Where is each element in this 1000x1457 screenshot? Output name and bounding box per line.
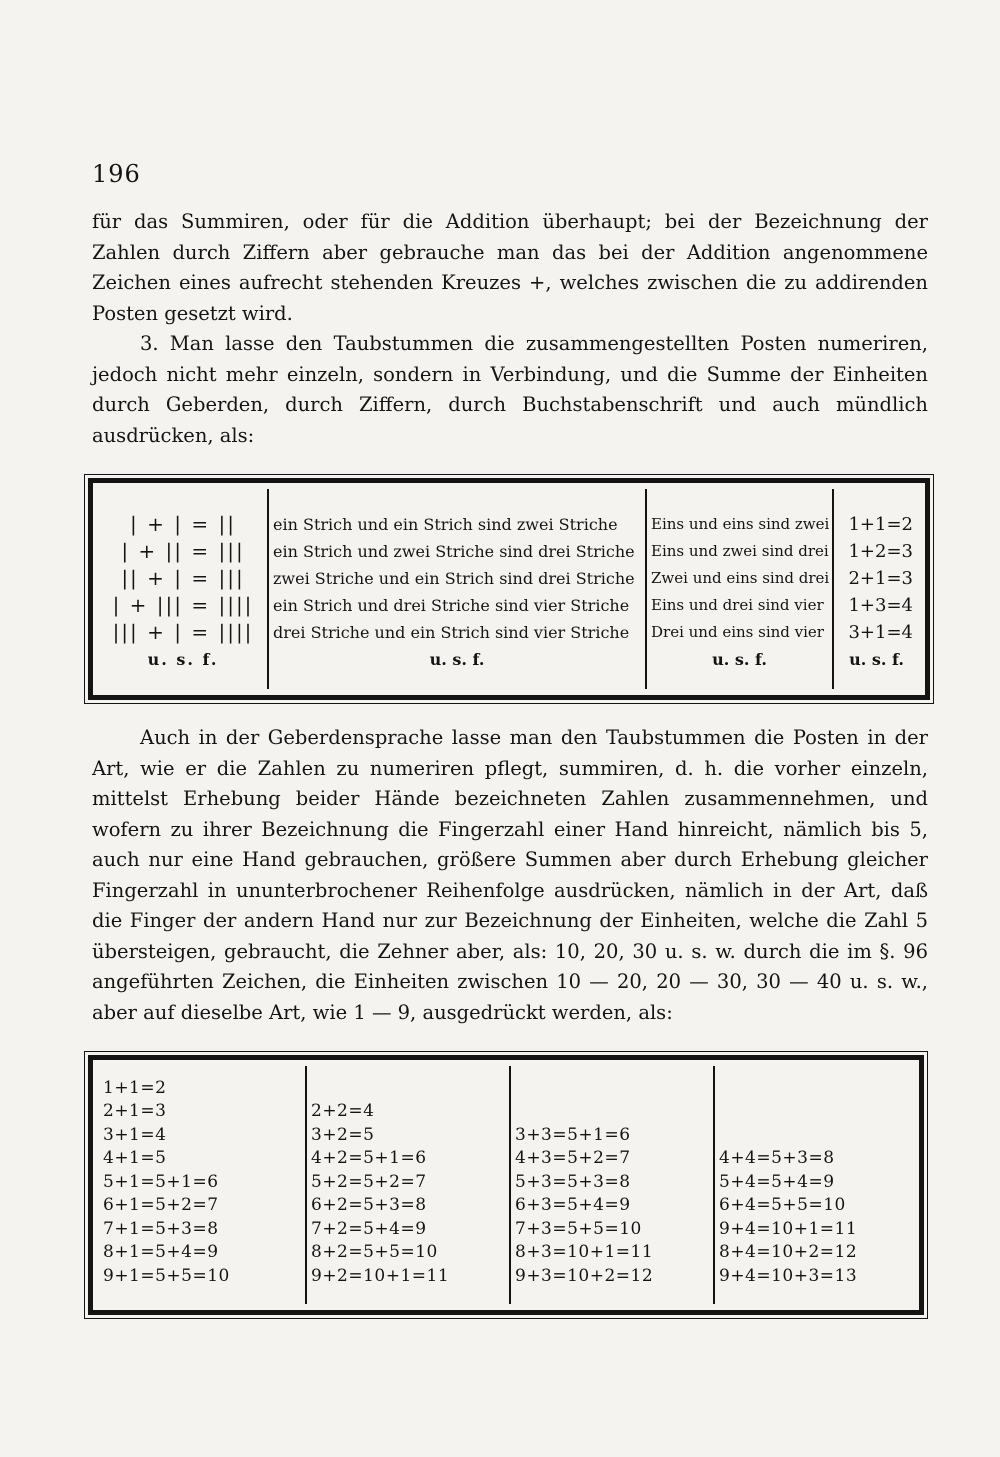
sum-row: 4+4=5+3=8 <box>719 1148 835 1168</box>
words-row: drei Striche und ein Strich sind vier Striche <box>273 623 630 642</box>
spoken-column <box>645 489 832 689</box>
sum-row: 3+1=4 <box>103 1124 167 1145</box>
sum-row: 9+1=5+5=10 <box>103 1265 230 1286</box>
sum-column-4 <box>713 1066 913 1304</box>
spoken-row: Eins und eins sind zwei <box>651 515 830 533</box>
strokes-row: ||| + | = |||| <box>112 620 254 644</box>
strokes-row: | + || = ||| <box>121 539 245 563</box>
numerals-etc: u. s. f. <box>849 650 904 669</box>
sum-row: 7+3=5+5=10 <box>515 1218 642 1239</box>
sum-row: 8+1=5+4=9 <box>103 1242 219 1262</box>
sum-row: 2+2=4 <box>311 1101 375 1121</box>
paragraph-3: Auch in der Geberdensprache lasse man den Taubstummen die Posten in der Art, wie er die Zahlen zu numeriren pflegt, summiren, d. h. die vorher einzeln, mittelst Erhebung beider Hände bezeichneten Zahlen zusammennehmen, und wofern zu ihrer Bezeichnung die Fingerzahl einer Hand hinreicht, nämlich bis 5, auch nur eine Hand gebrauchen, größere Summen aber durch Erhebung gleicher Fingerzahl in ununterbrochener Reihenfolge ausdrücken, nämlich in der Art, daß die Finger der andern Hand nur zur Bezeichnung der Einheiten, welche die Zahl 5 übersteigen, gebraucht, die Zehner aber, als: 10, 20, 30 u. s. w. durch die im §. 96 angeführten Zeichen, die Einheiten zwischen 10 — 20, 20 — 30, 30 — 40 u. s. w., aber auf dieselbe Art, wie 1 — 9, ausgedrückt werden, als: <box>92 726 928 1024</box>
strokes-etc: u. s. f. <box>147 650 219 669</box>
numerals-row: 1+1=2 <box>848 514 913 535</box>
sum-row: 6+4=5+5=10 <box>719 1195 846 1215</box>
addition-table-strokes <box>88 478 930 700</box>
paragraph-1: für das Summiren, oder für die Addition überhaupt; bei der Bezeichnung der Zahlen durch Ziffern aber gebrauche man das bei der Addition angenommene Zeichen eines aufrecht stehenden Kreuzes +, welches zwischen die zu addirenden Posten gesetzt wird. <box>92 210 928 325</box>
sum-row: 5+1=5+1=6 <box>103 1171 219 1192</box>
sum-row: 6+3=5+4=9 <box>515 1195 631 1215</box>
words-column <box>267 489 645 689</box>
numerals-column <box>832 489 919 689</box>
sum-row: 5+4=5+4=9 <box>719 1171 835 1192</box>
spoken-row: Drei und eins sind vier <box>651 623 824 641</box>
sum-row: 6+1=5+2=7 <box>103 1195 219 1215</box>
numerals-row: 1+2=3 <box>848 541 913 562</box>
strokes-column <box>99 489 267 689</box>
sum-row: 9+2=10+1=11 <box>311 1265 450 1286</box>
sum-row: 8+4=10+2=12 <box>719 1242 858 1262</box>
sum-row: 2+1=3 <box>103 1101 167 1121</box>
spoken-row: Eins und drei sind vier <box>651 596 824 614</box>
sum-row: 3+2=5 <box>311 1124 375 1145</box>
sum-row: 9+4=10+1=11 <box>719 1218 858 1239</box>
sum-row: 1+1=2 <box>103 1077 167 1098</box>
spoken-row: Zwei und eins sind drei <box>651 569 830 587</box>
numerals-row: 3+1=4 <box>848 622 913 643</box>
strokes-row: | + | = || <box>130 512 236 536</box>
spoken-row: Eins und zwei sind drei <box>651 542 829 560</box>
sum-column-3 <box>509 1066 713 1304</box>
words-row: ein Strich und ein Strich sind zwei Striche <box>273 515 618 534</box>
spoken-etc: u. s. f. <box>712 650 767 669</box>
sum-row: 4+2=5+1=6 <box>311 1148 427 1168</box>
sum-column-1 <box>99 1066 305 1304</box>
words-etc: u. s. f. <box>429 650 485 669</box>
sum-row: 9+4=10+3=13 <box>719 1265 858 1286</box>
words-row: zwei Striche und ein Strich sind drei Striche <box>273 569 635 588</box>
paragraph-2: 3. Man lasse den Taubstummen die zusammengestellten Posten numeriren, jedoch nicht mehr einzeln, sondern in Verbindung, und die Summe der Einheiten durch Geberden, durch Ziffern, durch Buchstabenschrift und auch mündlich ausdrücken, als: <box>92 332 928 447</box>
numerals-row: 2+1=3 <box>848 568 913 589</box>
sum-row: 9+3=10+2=12 <box>515 1265 654 1286</box>
sum-row: 7+2=5+4=9 <box>311 1218 427 1239</box>
sum-row: 8+2=5+5=10 <box>311 1242 438 1262</box>
sum-row: 4+3=5+2=7 <box>515 1148 631 1168</box>
page-number: 196 <box>92 160 141 188</box>
sum-row: 8+3=10+1=11 <box>515 1242 654 1262</box>
strokes-row: | + ||| = |||| <box>112 593 254 617</box>
sum-row: 7+1=5+3=8 <box>103 1218 219 1239</box>
sum-row: 4+1=5 <box>103 1148 167 1168</box>
sum-row: 5+3=5+3=8 <box>515 1171 631 1192</box>
numerals-row: 1+3=4 <box>848 595 913 616</box>
sum-column-2 <box>305 1066 509 1304</box>
sum-row: 3+3=5+1=6 <box>515 1124 631 1145</box>
words-row: ein Strich und zwei Striche sind drei Striche <box>273 542 635 561</box>
words-row: ein Strich und drei Striche sind vier Striche <box>273 596 630 615</box>
sum-row: 6+2=5+3=8 <box>311 1195 427 1215</box>
strokes-row: || + | = ||| <box>121 566 245 590</box>
sum-row: 5+2=5+2=7 <box>311 1171 427 1192</box>
addition-table-numerals <box>88 1055 924 1315</box>
